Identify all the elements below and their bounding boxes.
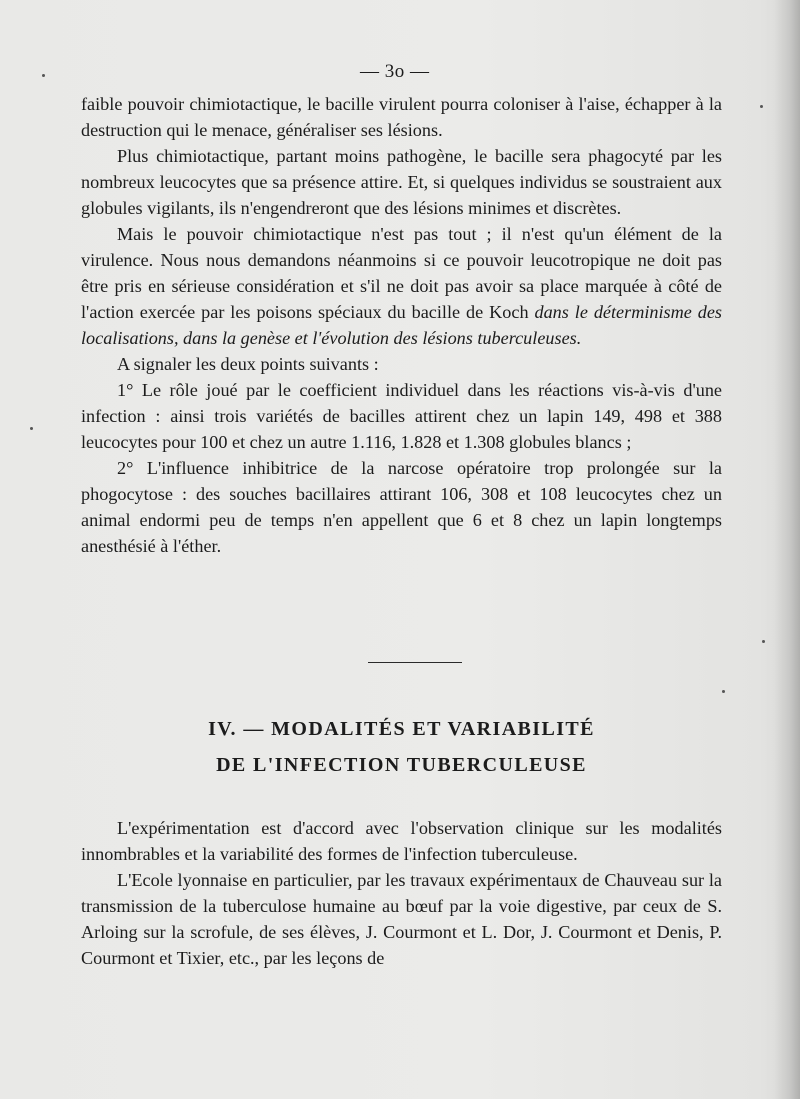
scan-speck <box>762 640 765 643</box>
paragraph-ecole-lyonnaise: L'Ecole lyonnaise en particulier, par les travaux expérimentaux de Chauveau sur la transmission de la tuberculose humaine au bœuf par la voie digestive, par ceux de S. Arloing sur la scrofule, de ses élèves, J. Courmont et L. Dor, J. Courmont et Denis, P. Courmont et Tixier, etc., par les leçons de <box>81 870 722 968</box>
section-divider <box>368 662 462 663</box>
paragraph-virulence-text: Mais le pouvoir chimiotactique n'est pas tout ; il n'est qu'un élément de la virulence. Nous nous demandons néanmoins si ce pouvoir leucotropique ne doit pas être pris en sérieuse considération et s'il ne doit pas avoir sa place marquée à côté de l'action exercée par les poisons spéciaux du bacille de Koch <box>81 224 722 322</box>
top-text-block <box>81 91 722 559</box>
paragraph-continued: faible pouvoir chimiotactique, le bacille virulent pourra coloniser à l'aise, échapper à la destruction qui le menace, généraliser ses lésions. <box>81 94 722 140</box>
scan-speck <box>760 105 763 108</box>
section-heading-line-2: DE L'INFECTION TUBERCULEUSE <box>216 754 587 776</box>
page-number: — 3o — <box>360 61 430 82</box>
paragraph-experimentation: L'expérimentation est d'accord avec l'observation clinique sur les modalités innombrables et la variabilité des formes de l'infection tuberculeuse. <box>81 818 722 864</box>
page-edge-shadow <box>774 0 800 1099</box>
bottom-text-block <box>81 815 722 971</box>
paragraph-chemotactic: Plus chimiotactique, partant moins pathogène, le bacille sera phagocyté par les nombreux leucocytes que sa présence attire. Et, si quelques individus se soustraient aux globules vigilants, ils n'engendreront que des lésions minimes et discrètes. <box>81 146 722 218</box>
paragraph-virulence <box>81 221 722 351</box>
scan-speck <box>30 427 33 430</box>
section-heading-line-1: IV. — MODALITÉS ET VARIABILITÉ <box>208 718 595 740</box>
paragraph-point-1: 1° Le rôle joué par le coefficient individuel dans les réactions vis-à-vis d'une infection : ainsi trois variétés de bacilles attirent chez un lapin 149, 498 et 388 leucocytes pour 100 et chez un autre 1.116, 1.828 et 1.308 globules blancs ; <box>81 380 722 452</box>
paragraph-virulence-italic: dans le déterminisme des localisations, dans la genèse et l'évolution des lésions tuberculeuses. <box>81 302 723 348</box>
paragraph-point-2: 2° L'influence inhibitrice de la narcose opératoire trop prolongée sur la phogocytose : des souches bacillaires attirant 106, 308 et 108 leucocytes chez un animal endormi peu de temps n'en appellent que 6 et 8 chez un lapin longtemps anesthésié à l'éther. <box>81 458 722 556</box>
scan-speck <box>722 690 725 693</box>
scan-speck <box>42 74 45 77</box>
paragraph-signal: A signaler les deux points suivants : <box>117 354 379 374</box>
